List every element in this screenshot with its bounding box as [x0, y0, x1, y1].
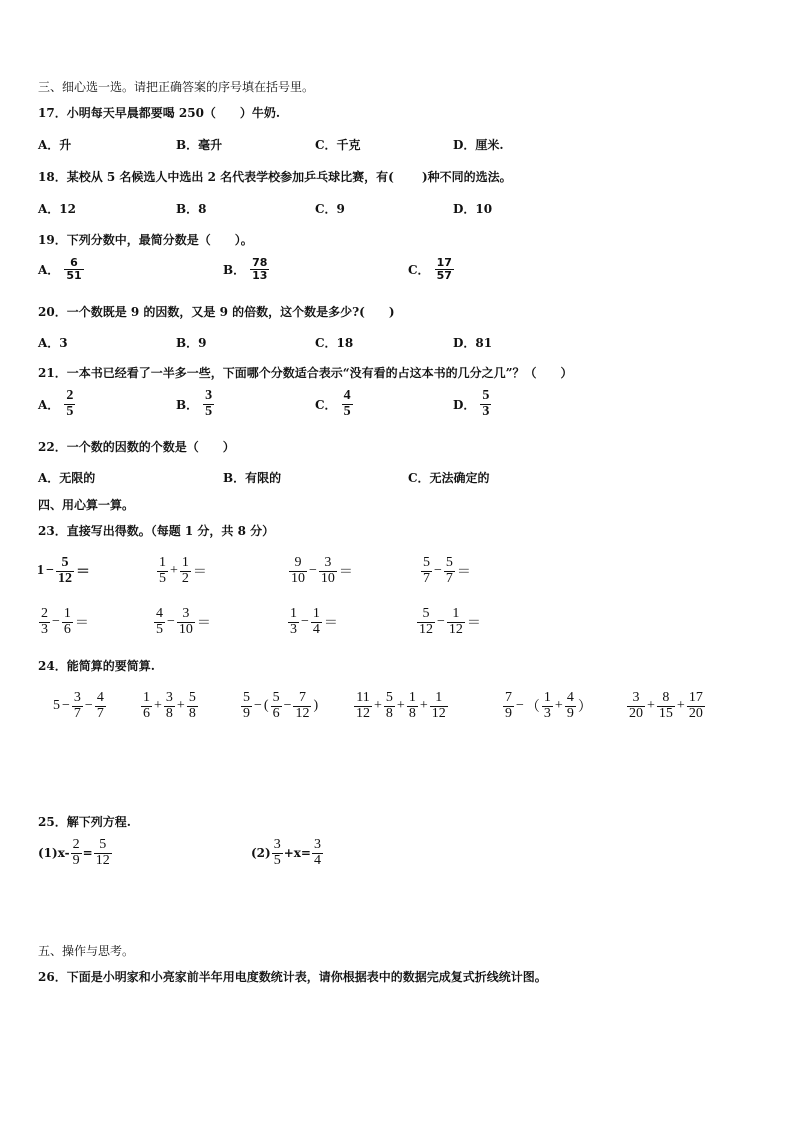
q21-stem: 21．一本书已经看了一半多一些，下面哪个分数适合表示“没有看的占这本书的几分之几”？（ ） — [38, 366, 573, 380]
q23-expr-2: $\frac{1}{5}$ + $\frac{1}{2}$ ＝ — [159, 555, 207, 586]
q17-option-d[interactable]: D．厘米. — [453, 138, 504, 152]
fraction: $\frac{1}{8}$ — [408, 690, 416, 721]
q25-equation-1: (1)x- $\frac{2}{9}$ = $\frac{5}{12}$ — [38, 837, 110, 868]
fraction: $\frac{7}{9}$ — [505, 690, 512, 721]
fraction: $\frac{5}{12}$ — [419, 606, 433, 637]
q19-option-b[interactable] — [223, 257, 270, 281]
fraction: $\frac{3}{5}$ — [273, 837, 281, 868]
q23-expr-7: $\frac{1}{3}$ − $\frac{1}{4}$ ＝ — [290, 606, 338, 637]
fraction: $\frac{3}{8}$ — [165, 690, 173, 721]
fraction: $\frac{5}{3}$ — [482, 388, 490, 419]
fraction: $\frac{8}{15}$ — [658, 690, 673, 721]
fraction: $\frac{1}{3}$ — [290, 606, 297, 637]
section-5-title: 五、操作与思考。 — [38, 944, 135, 958]
q18-option-d[interactable]: D．10 — [453, 202, 493, 216]
q17-option-c[interactable]: C．千克 — [315, 138, 361, 152]
q24-expr-1: 5 − $\frac{3}{7}$ − $\frac{4}{7}$ — [53, 690, 104, 721]
q21-option-b[interactable] — [176, 389, 215, 419]
fraction: $\frac{2}{5}$ — [66, 388, 74, 419]
q18-stem: 18．某校从 5 名候选人中选出 2 名代表学校参加乒乓球比赛，有( )种不同的选法。 — [38, 170, 512, 184]
fraction: $\frac{6}{51}$ — [66, 256, 82, 282]
fraction: $\frac{17}{20}$ — [688, 690, 703, 721]
fraction: $\frac{1}{6}$ — [143, 690, 150, 721]
q19-stem: 19．下列分数中，最简分数是（ ）。 — [38, 233, 253, 247]
fraction: $\frac{1}{12}$ — [431, 690, 446, 721]
fraction: $\frac{5}{7}$ — [423, 555, 430, 586]
fraction: $\frac{1}{2}$ — [181, 555, 189, 586]
q21-option-d[interactable] — [453, 389, 492, 419]
fraction: $\frac{4}{9}$ — [566, 690, 574, 721]
fraction: $\frac{9}{10}$ — [291, 555, 305, 586]
q23-expr-6: $\frac{4}{5}$ − $\frac{3}{10}$ ＝ — [156, 606, 211, 637]
fraction: $\frac{4}{5}$ — [343, 388, 351, 419]
fraction: $\frac{3}{10}$ — [178, 606, 193, 637]
q23-stem: 23．直接写出得数。（每题 1 分，共 8 分） — [38, 524, 275, 538]
q24-expr-6: $\frac{3}{20}$ + $\frac{8}{15}$ + $\frac{17}{20}$ — [629, 690, 703, 721]
q23-expr-3: $\frac{9}{10}$ − $\frac{3}{10}$ ＝ — [291, 555, 353, 586]
q26-stem: 26．下面是小明家和小亮家前半年用电度数统计表，请你根据表中的数据完成复式折线统计图。 — [38, 970, 547, 984]
fraction: $\frac{5}{8}$ — [385, 690, 393, 721]
q17-stem: 17．小明每天早晨都要喝 250（ ）牛奶. — [38, 106, 281, 120]
q18-option-b[interactable]: B．8 — [176, 202, 207, 216]
q25-stem: 25．解下列方程. — [38, 815, 131, 829]
q23-expr-4: $\frac{5}{7}$ − $\frac{5}{7}$ ＝ — [423, 555, 471, 586]
q21-option-a[interactable] — [38, 389, 76, 419]
q23-expr-1: 1 − $\frac{5}{12}$ ＝ — [37, 555, 90, 586]
fraction: $\frac{5}{12}$ — [57, 555, 72, 586]
fraction: $\frac{5}{7}$ — [445, 555, 453, 586]
option-label: D． — [453, 397, 476, 412]
fraction: $\frac{5}{12}$ — [95, 837, 110, 868]
q17-option-a[interactable]: A．升 — [38, 138, 72, 152]
fraction: $\frac{5}{6}$ — [272, 690, 280, 721]
fraction: $\frac{1}{3}$ — [543, 690, 551, 721]
q23-expr-5: $\frac{2}{3}$ − $\frac{1}{6}$ ＝ — [41, 606, 89, 637]
q19-option-a[interactable] — [38, 257, 85, 281]
option-label: C． — [315, 397, 337, 412]
fraction: $\frac{78}{13}$ — [252, 256, 268, 282]
q24-expr-4: $\frac{11}{12}$ + $\frac{5}{8}$ + $\frac{1}{8}$ + $\frac{1}{12}$ — [356, 690, 446, 721]
fraction: $\frac{2}{3}$ — [41, 606, 48, 637]
q22-option-a[interactable]: A．无限的 — [38, 471, 96, 485]
fraction: $\frac{1}{6}$ — [63, 606, 71, 637]
fraction: $\frac{2}{9}$ — [72, 837, 80, 868]
q24-expr-5: $\frac{7}{9}$ − （ $\frac{1}{3}$ + $\frac{4}{9}$ ） — [505, 690, 592, 721]
q24-expr-3: $\frac{5}{9}$ − ( $\frac{5}{6}$ − $\frac{7}{12}$ ) — [243, 690, 319, 721]
fraction: $\frac{3}{20}$ — [629, 690, 643, 721]
fraction: $\frac{3}{5}$ — [205, 388, 213, 419]
q24-expr-2: $\frac{1}{6}$ + $\frac{3}{8}$ + $\frac{5}{8}$ — [143, 690, 196, 721]
option-label: A． — [38, 262, 60, 277]
option-label: C． — [408, 262, 430, 277]
q20-stem: 20．一个数既是 9 的因数，又是 9 的倍数，这个数是多少?( ) — [38, 305, 395, 319]
option-label: B． — [176, 397, 199, 412]
fraction: $\frac{3}{10}$ — [320, 555, 335, 586]
q20-option-c[interactable]: C．18 — [315, 336, 354, 350]
fraction: $\frac{3}{7}$ — [73, 690, 81, 721]
fraction: $\frac{7}{12}$ — [295, 690, 310, 721]
section-4-title: 四、用心算一算。 — [38, 498, 135, 512]
q20-option-d[interactable]: D．81 — [453, 336, 493, 350]
q19-option-c[interactable] — [408, 257, 455, 281]
q21-option-c[interactable] — [315, 389, 354, 419]
option-label: B． — [223, 262, 246, 277]
fraction: $\frac{4}{5}$ — [156, 606, 163, 637]
q18-option-a[interactable]: A．12 — [38, 202, 77, 216]
fraction: $\frac{5}{8}$ — [188, 690, 196, 721]
q17-option-b[interactable]: B．毫升 — [176, 138, 223, 152]
q24-stem: 24．能简算的要简算. — [38, 659, 155, 673]
fraction: $\frac{1}{4}$ — [312, 606, 320, 637]
q22-option-b[interactable]: B．有限的 — [223, 471, 282, 485]
fraction: $\frac{5}{9}$ — [243, 690, 250, 721]
section-3-title: 三、细心选一选。请把正确答案的序号填在括号里。 — [38, 80, 315, 94]
q22-option-c[interactable]: C．无法确定的 — [408, 471, 490, 485]
fraction: $\frac{1}{5}$ — [159, 555, 166, 586]
fraction: $\frac{1}{12}$ — [448, 606, 463, 637]
q25-equation-2: (2) $\frac{3}{5}$ +x= $\frac{3}{4}$ — [251, 837, 321, 868]
q22-stem: 22．一个数的因数的个数是（ ） — [38, 440, 235, 454]
q23-expr-8: $\frac{5}{12}$ − $\frac{1}{12}$ ＝ — [419, 606, 481, 637]
fraction: $\frac{3}{4}$ — [313, 837, 321, 868]
fraction: $\frac{4}{7}$ — [96, 690, 104, 721]
fraction: $\frac{11}{12}$ — [356, 690, 370, 721]
q18-option-c[interactable]: C．9 — [315, 202, 345, 216]
fraction: $\frac{17}{57}$ — [436, 256, 452, 282]
q20-option-b[interactable]: B．9 — [176, 336, 207, 350]
option-label: A． — [38, 397, 60, 412]
q20-option-a[interactable]: A．3 — [38, 336, 68, 350]
